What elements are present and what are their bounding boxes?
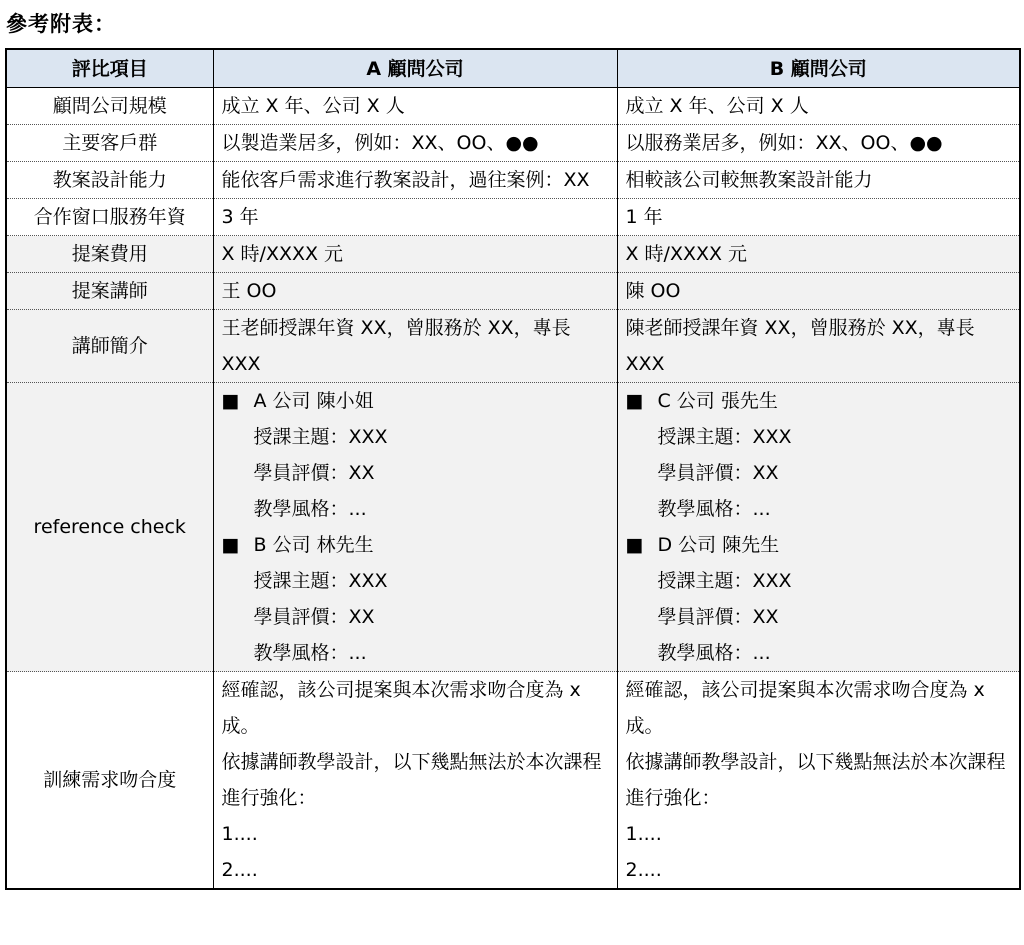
fit-text: 依據講師教學設計，以下幾點無法於本次課程進行強化： (625, 751, 1006, 809)
cell-company-b: X 時/XXXX 元 (617, 236, 1020, 273)
header-criteria: 評比項目 (6, 49, 213, 88)
header-company-a: A 顧問公司 (213, 49, 617, 88)
row-label: 講師簡介 (6, 310, 213, 383)
square-bullet-icon: ■ (625, 534, 644, 556)
cell-company-b: 成立 X 年、公司 X 人 (617, 88, 1020, 125)
ref-entry-title: ■ A 公司 陳小姐 (222, 383, 609, 419)
square-bullet-icon: ■ (221, 390, 240, 412)
ref-entry-style: 教學風格：... (657, 642, 771, 664)
row-clients (6, 125, 1020, 162)
row-intro (6, 310, 1020, 383)
ref-entry-topic: 授課主題：XXX (253, 426, 388, 448)
cell-company-b: 陳老師授課年資 XX，曾服務於 XX，專長 XXX (617, 310, 1020, 383)
ref-entry-title: ■ B 公司 林先生 (222, 527, 609, 563)
fit-text: 1.... (221, 823, 258, 845)
ref-entry-rating: 學員評價：XX (657, 606, 779, 628)
row-scale (6, 88, 1020, 125)
row-label: 合作窗口服務年資 (6, 199, 213, 236)
ref-entry-topic: 授課主題：XXX (253, 570, 388, 592)
ref-entry-title: ■ C 公司 張先生 (626, 383, 1012, 419)
cell-company-a: 成立 X 年、公司 X 人 (213, 88, 617, 125)
row-label: reference check (6, 383, 213, 672)
page-heading: 參考附表： (6, 12, 116, 36)
fit-text: 經確認，該公司提案與本次需求吻合度為 x 成。 (221, 679, 581, 737)
ref-entry-title: ■ D 公司 陳先生 (626, 527, 1012, 563)
cell-company-a: X 時/XXXX 元 (213, 236, 617, 273)
cell-company-a: 王老師授課年資 XX，曾服務於 XX，專長 XXX (213, 310, 617, 383)
ref-entry-style: 教學風格：... (657, 498, 771, 520)
row-years (6, 199, 1020, 236)
row-lecturer (6, 273, 1020, 310)
header-company-b: B 顧問公司 (617, 49, 1020, 88)
row-reference (6, 383, 1020, 672)
cell-company-a (213, 672, 617, 890)
ref-entry-rating: 學員評價：XX (657, 462, 779, 484)
row-fee (6, 236, 1020, 273)
row-fit (6, 672, 1020, 890)
ref-entry-style: 教學風格：... (253, 498, 367, 520)
cell-company-b: 相較該公司較無教案設計能力 (617, 162, 1020, 199)
cell-company-a: 以製造業居多，例如：XX、OO、●● (213, 125, 617, 162)
cell-company-b: 陳 OO (617, 273, 1020, 310)
row-label: 主要客戶群 (6, 125, 213, 162)
cell-company-a: 能依客戶需求進行教案設計，過往案例：XX (213, 162, 617, 199)
fit-text: 經確認，該公司提案與本次需求吻合度為 x 成。 (625, 679, 985, 737)
cell-company-a: 王 OO (213, 273, 617, 310)
cell-company-a (213, 383, 617, 672)
cell-company-b (617, 383, 1020, 672)
row-label: 顧問公司規模 (6, 88, 213, 125)
row-design (6, 162, 1020, 199)
cell-company-b: 以服務業居多，例如：XX、OO、●● (617, 125, 1020, 162)
ref-entry-topic: 授課主題：XXX (657, 426, 792, 448)
fit-text: 1.... (625, 823, 662, 845)
fit-text: 2.... (221, 859, 258, 881)
square-bullet-icon: ■ (221, 534, 240, 556)
row-label: 訓練需求吻合度 (6, 672, 213, 890)
ref-entry-rating: 學員評價：XX (253, 606, 375, 628)
ref-entry-topic: 授課主題：XXX (657, 570, 792, 592)
square-bullet-icon: ■ (625, 390, 644, 412)
header-row (6, 49, 1020, 88)
ref-entry-rating: 學員評價：XX (253, 462, 375, 484)
cell-company-b (617, 672, 1020, 890)
comparison-table (5, 48, 1021, 890)
fit-text: 2.... (625, 859, 662, 881)
row-label: 提案費用 (6, 236, 213, 273)
ref-entry-style: 教學風格：... (253, 642, 367, 664)
cell-company-a: 3 年 (213, 199, 617, 236)
row-label: 教案設計能力 (6, 162, 213, 199)
row-label: 提案講師 (6, 273, 213, 310)
fit-text: 依據講師教學設計，以下幾點無法於本次課程進行強化： (221, 751, 602, 809)
cell-company-b: 1 年 (617, 199, 1020, 236)
